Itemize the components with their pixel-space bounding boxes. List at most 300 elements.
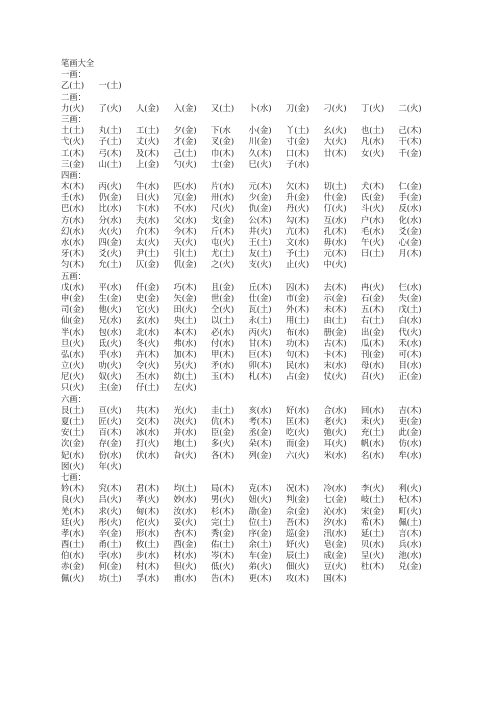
character-entry: 宋(金)	[361, 505, 385, 516]
character-entry: 坊(土)	[98, 572, 122, 583]
character-entry: 日(火)	[136, 192, 160, 203]
character-entry: 均(土)	[173, 483, 197, 494]
character-entry: 斗(火)	[361, 203, 385, 214]
character-entry: 汛(水)	[323, 527, 347, 538]
character-entry: 互(水)	[323, 214, 347, 225]
character-entry: 永(土)	[248, 315, 272, 326]
character-entry: 另(火)	[173, 360, 197, 371]
character-entry: 亥(水)	[248, 404, 272, 415]
character-entry: 佘(金)	[286, 505, 310, 516]
character-entry: 户(水)	[361, 214, 385, 225]
character-entry: 仙(金)	[61, 315, 85, 326]
character-entry: 延(土)	[361, 527, 385, 538]
character-entry: 尤(土)	[211, 248, 235, 259]
character-entry: 百(木)	[98, 427, 122, 438]
character-entry: 之(火)	[211, 259, 235, 270]
section-heading: 三画：	[61, 113, 86, 124]
character-entry: 小(金)	[248, 125, 272, 136]
character-entry: 孝(水)	[61, 527, 85, 538]
character-entry: 巳(火)	[248, 158, 272, 169]
character-entry: 耒(火)	[361, 416, 385, 426]
character-entry: 余(土)	[248, 539, 272, 550]
character-entry: 工(土)	[136, 125, 160, 136]
character-entry: 酉(金)	[173, 539, 197, 550]
character-entry: 车(金)	[248, 550, 272, 561]
character-entry: 凡(水)	[361, 136, 385, 147]
character-entry: 木(木)	[61, 181, 85, 192]
character-entry: 主(金)	[98, 382, 122, 393]
page-title: 笔画大全	[61, 58, 95, 68]
character-entry: 女(火)	[361, 147, 385, 158]
character-entry: 月(木)	[398, 248, 422, 259]
character-entry: 李(火)	[361, 483, 385, 494]
character-entry: 布(水)	[286, 326, 310, 337]
character-entry: 匡(木)	[286, 416, 310, 426]
character-entry: 尺(火)	[211, 203, 235, 214]
character-entry: 刀(金)	[286, 102, 310, 113]
character-entry: 丙(火)	[98, 181, 122, 192]
character-entry: 土(土)	[61, 125, 85, 136]
character-entry: 不(水)	[173, 203, 197, 214]
character-entry: 亘(火)	[98, 404, 122, 415]
section-1-stroke	[61, 69, 461, 91]
character-entry: 册(金)	[323, 326, 347, 337]
character-grid	[61, 103, 461, 114]
character-entry: 匠(火)	[98, 416, 122, 426]
section-heading: 五画：	[61, 270, 86, 281]
character-entry: 何(金)	[98, 561, 122, 572]
character-entry: 耳(火)	[323, 438, 347, 449]
character-entry: 五(木)	[361, 304, 385, 315]
character-entry: 汐(水)	[323, 516, 347, 527]
character-entry: 考(木)	[248, 416, 272, 426]
character-entry: 光(火)	[173, 404, 197, 415]
character-entry: 元(木)	[323, 248, 347, 259]
character-entry: 希(木)	[361, 516, 385, 527]
character-entry: 佗(火)	[136, 516, 160, 527]
character-grid	[61, 181, 461, 271]
character-entry: 伉(木)	[211, 416, 235, 426]
character-entry: 也(土)	[361, 125, 385, 136]
character-entry: 求(火)	[98, 505, 122, 516]
character-entry: 丕(水)	[136, 371, 160, 382]
section-4-strokes	[61, 170, 461, 271]
character-entry: 合(水)	[323, 404, 347, 415]
character-entry: 文(水)	[286, 237, 310, 247]
character-entry: 少(金)	[248, 192, 272, 203]
character-entry: 岑(木)	[211, 550, 235, 561]
character-entry: 它(火)	[136, 304, 160, 315]
character-entry: 反(水)	[398, 203, 422, 214]
character-entry: 寸(金)	[286, 136, 310, 147]
character-entry: 氐(火)	[98, 337, 122, 348]
character-entry: 弟(火)	[248, 561, 272, 572]
character-entry: 赤(金)	[61, 561, 85, 572]
character-entry: 丸(土)	[98, 125, 122, 136]
character-entry: 且(金)	[211, 281, 235, 292]
character-entry: 吉(木)	[398, 404, 422, 415]
character-entry: 左(火)	[173, 382, 197, 393]
section-heading: 一画：	[61, 69, 86, 80]
character-entry: 卯(木)	[248, 360, 272, 371]
character-entry: 牛(水)	[136, 181, 160, 192]
character-entry: 今(木)	[173, 225, 197, 236]
character-entry: 囡(火)	[61, 460, 85, 471]
section-2-strokes	[61, 92, 461, 114]
character-entry: 各(木)	[211, 449, 235, 460]
character-entry: 切(土)	[323, 181, 347, 192]
character-entry: 召(火)	[361, 371, 385, 382]
section-heading: 四画：	[61, 169, 86, 180]
character-entry: 毋(水)	[323, 237, 347, 247]
character-entry: 川(金)	[248, 136, 272, 147]
character-entry: 君(木)	[136, 483, 160, 494]
character-entry: 他(火)	[98, 304, 122, 315]
character-entry: 沁(水)	[323, 505, 347, 516]
character-entry: 本(木)	[173, 326, 197, 337]
character-entry: 充(土)	[361, 427, 385, 438]
character-entry: 了(火)	[98, 102, 122, 113]
character-entry: 壬(水)	[61, 192, 85, 203]
character-entry: 判(金)	[286, 494, 310, 505]
character-entry: 子(土)	[98, 136, 122, 147]
character-entry: 冷(水)	[323, 483, 347, 494]
character-entry: 田(火)	[173, 304, 197, 315]
character-entry: 卡(木)	[323, 348, 347, 359]
character-entry: 尼(火)	[61, 371, 85, 382]
character-entry: 古(木)	[323, 337, 347, 348]
character-entry: 屯(火)	[211, 237, 235, 247]
character-entry: 卅(水)	[211, 192, 235, 203]
character-entry: 未(木)	[323, 304, 347, 315]
character-entry: 白(水)	[398, 315, 422, 326]
character-entry: 孛(水)	[98, 550, 122, 561]
character-grid	[61, 125, 461, 170]
character-entry: 刁(火)	[323, 102, 347, 113]
character-entry: 并(水)	[173, 427, 197, 438]
character-entry: 仃(火)	[323, 203, 347, 214]
character-entry: 太(火)	[136, 237, 160, 247]
character-entry: 佩(火)	[61, 572, 85, 583]
character-entry: 加(木)	[173, 348, 197, 359]
character-entry: 仁(金)	[398, 181, 422, 192]
character-entry: 朵(木)	[248, 438, 272, 449]
character-entry: 次(金)	[61, 438, 85, 449]
character-entry: 只(火)	[61, 382, 85, 393]
section-heading: 七画：	[61, 471, 86, 482]
character-entry: 廿(木)	[323, 147, 347, 158]
character-entry: 利(火)	[398, 483, 422, 494]
character-entry: 劭(金)	[248, 505, 272, 516]
character-entry: 弘(水)	[61, 348, 85, 359]
character-entry: 地(土)	[173, 438, 197, 449]
character-entry: 共(木)	[136, 404, 160, 415]
character-entry: 又(土)	[211, 102, 235, 113]
character-entry: 米(水)	[323, 449, 347, 460]
character-entry: 午(火)	[361, 237, 385, 247]
character-entry: 右(土)	[361, 315, 385, 326]
character-entry: 天(火)	[173, 237, 197, 247]
character-entry: 夫(水)	[136, 214, 160, 225]
character-entry: 生(金)	[98, 292, 122, 303]
character-entry: 仗(火)	[323, 371, 347, 382]
character-entry: 丙(火)	[248, 326, 272, 337]
character-entry: 石(金)	[361, 292, 385, 303]
character-entry: 冉(火)	[361, 281, 385, 292]
character-entry: 人(金)	[136, 102, 160, 113]
character-entry: 半(水)	[61, 326, 85, 337]
character-entry: 仄(金)	[136, 259, 160, 270]
character-entry: 六(火)	[286, 449, 310, 460]
character-entry: 升(金)	[286, 192, 310, 203]
character-entry: 丘(木)	[248, 281, 272, 292]
character-entry: 材(水)	[173, 550, 197, 561]
character-entry: 末(水)	[323, 360, 347, 371]
character-entry: 妗(木)	[61, 483, 85, 494]
character-entry: 妞(火)	[248, 494, 272, 505]
character-entry: 乎(水)	[98, 348, 122, 359]
character-entry: 士(金)	[211, 158, 235, 169]
character-entry: 央(土)	[173, 315, 197, 326]
character-entry: 子(水)	[286, 158, 310, 169]
character-entry: 多(火)	[211, 438, 235, 449]
character-entry: 妤(火)	[286, 539, 310, 550]
character-entry: 公(木)	[248, 214, 272, 225]
character-entry: 吾(木)	[286, 516, 310, 527]
character-entry: 司(金)	[61, 304, 85, 315]
character-entry: 尹(土)	[136, 248, 160, 259]
character-entry: 禾(水)	[398, 337, 422, 348]
character-entry: 己(土)	[173, 147, 197, 158]
character-entry: 孔(木)	[323, 225, 347, 236]
character-entry: 幻(水)	[61, 225, 85, 236]
character-entry: 低(火)	[211, 561, 235, 572]
character-entry: 夕(金)	[173, 125, 197, 136]
character-entry: 杞(木)	[398, 494, 422, 505]
character-entry: 水(水)	[61, 237, 85, 247]
character-entry: 上(金)	[136, 158, 160, 169]
character-entry: 形(水)	[136, 527, 160, 538]
character-entry: 可(木)	[398, 348, 422, 359]
character-entry: 位(土)	[248, 516, 272, 527]
character-entry: 矛(水)	[211, 360, 235, 371]
character-entry: 仨(水)	[398, 281, 422, 292]
character-entry: 三(金)	[61, 158, 85, 169]
character-entry: 丈(火)	[136, 136, 160, 147]
character-entry: 大(火)	[323, 136, 347, 147]
character-entry: 回(水)	[361, 404, 385, 415]
character-entry: 安(土)	[61, 427, 85, 438]
character-entry: 毛(水)	[361, 225, 385, 236]
character-entry: 兑(金)	[398, 561, 422, 572]
character-entry: 北(水)	[136, 326, 160, 337]
character-entry: 仝(火)	[211, 304, 235, 315]
character-entry: 攻(木)	[286, 572, 310, 583]
character-entry: 下(水	[211, 125, 231, 136]
character-entry: 冬(火)	[136, 337, 160, 348]
character-entry: 王(土)	[248, 237, 272, 247]
character-entry: 存(金)	[98, 438, 122, 449]
section-6-strokes	[61, 394, 461, 472]
character-entry: 爻(金)	[398, 225, 422, 236]
character-entry: 七(金)	[323, 494, 347, 505]
character-entry: 世(金)	[211, 292, 235, 303]
character-entry: 弗(水)	[173, 337, 197, 348]
character-entry: 方(水)	[61, 214, 85, 225]
character-entry: 名(水)	[361, 449, 385, 460]
character-entry: 父(水)	[173, 214, 197, 225]
character-entry: 史(金)	[136, 292, 160, 303]
character-entry: 言(木)	[398, 527, 422, 538]
character-entry: 中(火)	[323, 259, 347, 270]
character-entry: 占(金)	[286, 371, 310, 382]
character-entry: 甲(木)	[211, 348, 235, 359]
character-entry: 况(木)	[286, 483, 310, 494]
character-entry: 工(木)	[61, 147, 85, 158]
character-entry: 但(火)	[173, 561, 197, 572]
character-entry: 杉(木)	[211, 505, 235, 516]
character-entry: 岐(土)	[361, 494, 385, 505]
character-entry: 包(水)	[98, 326, 122, 337]
character-entry: 豆(火)	[323, 561, 347, 572]
character-entry: 吃(火)	[286, 427, 310, 438]
character-entry: 老(火)	[323, 416, 347, 426]
character-entry: 才(金)	[173, 136, 197, 147]
character-entry: 失(金)	[398, 292, 422, 303]
character-entry: 呈(火)	[361, 550, 385, 561]
character-entry: 叻(火)	[98, 360, 122, 371]
character-entry: 引(土)	[173, 248, 197, 259]
character-entry: 心(金)	[398, 237, 422, 247]
character-entry: 佑(土)	[211, 539, 235, 550]
character-entry: 仟(金)	[136, 281, 160, 292]
character-entry: 卞(水)	[136, 203, 160, 214]
character-entry: 比(水)	[98, 203, 122, 214]
character-entry: 及(木)	[136, 147, 160, 158]
character-entry: 手(金)	[398, 192, 422, 203]
character-entry: 仿(水)	[398, 438, 422, 449]
character-entry: 村(木)	[136, 561, 160, 572]
character-entry: 介(木)	[136, 225, 160, 236]
character-entry: 仉(金)	[173, 259, 197, 270]
character-entry: 牟(水)	[398, 449, 422, 460]
character-entry: 究(木)	[98, 483, 122, 494]
character-entry: 由(土)	[323, 315, 347, 326]
character-entry: 妥(火)	[173, 516, 197, 527]
character-entry: 刊(金)	[361, 348, 385, 359]
character-entry: 欠(木)	[286, 181, 310, 192]
character-entry: 奴(火)	[98, 371, 122, 382]
character-grid	[61, 80, 461, 91]
character-entry: 千(金)	[398, 147, 422, 158]
character-grid	[61, 483, 461, 584]
character-entry: 什(金)	[323, 192, 347, 203]
character-entry: 完(土)	[211, 516, 235, 527]
section-3-strokes	[61, 114, 461, 170]
character-entry: 贝(水)	[361, 539, 385, 550]
character-entry: 代(火)	[398, 326, 422, 337]
character-entry: 兵(水)	[398, 539, 422, 550]
character-entry: 民(水)	[286, 360, 310, 371]
character-entry: 予(土)	[286, 248, 310, 259]
character-entry: 池(水)	[398, 550, 422, 561]
character-entry: 勾(木)	[286, 214, 310, 225]
character-entry: 艮(土)	[61, 404, 85, 415]
character-entry: 母(水)	[361, 360, 385, 371]
character-entry: 孚(水)	[136, 572, 160, 583]
section-7-strokes	[61, 472, 461, 584]
character-entry: 甸(木)	[136, 505, 160, 516]
character-entry: 良(火)	[61, 494, 85, 505]
character-entry: 局(木)	[211, 483, 235, 494]
character-entry: 幼(土)	[173, 371, 197, 382]
character-entry: 更(木)	[248, 572, 272, 583]
character-entry: 男(火)	[211, 494, 235, 505]
character-entry: 廷(火)	[61, 516, 85, 527]
character-entry: 秀(金)	[211, 527, 235, 538]
character-entry: 句(木)	[286, 348, 310, 359]
character-entry: 示(金)	[323, 292, 347, 303]
character-entry: 羌(木)	[61, 505, 85, 516]
character-entry: 用(土)	[286, 315, 310, 326]
character-entry: 孝(火)	[136, 494, 160, 505]
character-entry: 立(火)	[61, 360, 85, 371]
character-entry: 帆(水)	[361, 438, 385, 449]
character-entry: 矢(金)	[173, 292, 197, 303]
character-entry: 交(木)	[136, 416, 160, 426]
character-entry: 臣(金)	[211, 427, 235, 438]
character-entry: 成(金)	[323, 550, 347, 561]
character-entry: 甬(土)	[98, 539, 122, 550]
character-entry: 玄(水)	[136, 315, 160, 326]
character-grid	[61, 405, 461, 472]
character-entry: 而(金)	[286, 438, 310, 449]
character-entry: 打(火)	[136, 438, 160, 449]
character-entry: 国(木)	[323, 572, 347, 583]
character-entry: 辛(金)	[98, 527, 122, 538]
character-entry: 巡(金)	[286, 527, 310, 538]
character-entry: 犬(木)	[361, 181, 385, 192]
character-entry: 支(火)	[248, 259, 272, 270]
character-entry: 片(水)	[211, 181, 235, 192]
character-grid	[61, 282, 461, 394]
character-entry: 巧(木)	[173, 281, 197, 292]
character-entry: 允(土)	[98, 259, 122, 270]
character-entry: 瓜(木)	[361, 337, 385, 348]
character-entry: 乙(土)	[61, 80, 85, 91]
section-5-strokes	[61, 271, 461, 394]
character-entry: 杏(木)	[173, 527, 197, 538]
character-entry: 曰(土)	[361, 248, 385, 259]
character-entry: 牙(木)	[61, 248, 85, 259]
character-entry: 山(土)	[98, 158, 122, 169]
character-entry: 列(金)	[248, 449, 272, 460]
character-entry: 札(木)	[248, 371, 272, 382]
character-entry: 巴(水)	[61, 203, 85, 214]
character-entry: 氏(金)	[361, 192, 385, 203]
character-entry: 外(木)	[286, 304, 310, 315]
character-entry: 卜(水)	[248, 102, 272, 113]
character-entry: 步(水)	[136, 550, 160, 561]
character-entry: 丹(火)	[286, 203, 310, 214]
character-entry: 辰(土)	[286, 550, 310, 561]
character-entry: 戈(金)	[211, 214, 235, 225]
character-entry: 吏(金)	[398, 416, 422, 426]
character-entry: 旮(火)	[173, 449, 197, 460]
character-entry: 兄(水)	[98, 315, 122, 326]
character-entry: 戊(水)	[61, 281, 85, 292]
character-entry: 匀(木)	[61, 259, 85, 270]
